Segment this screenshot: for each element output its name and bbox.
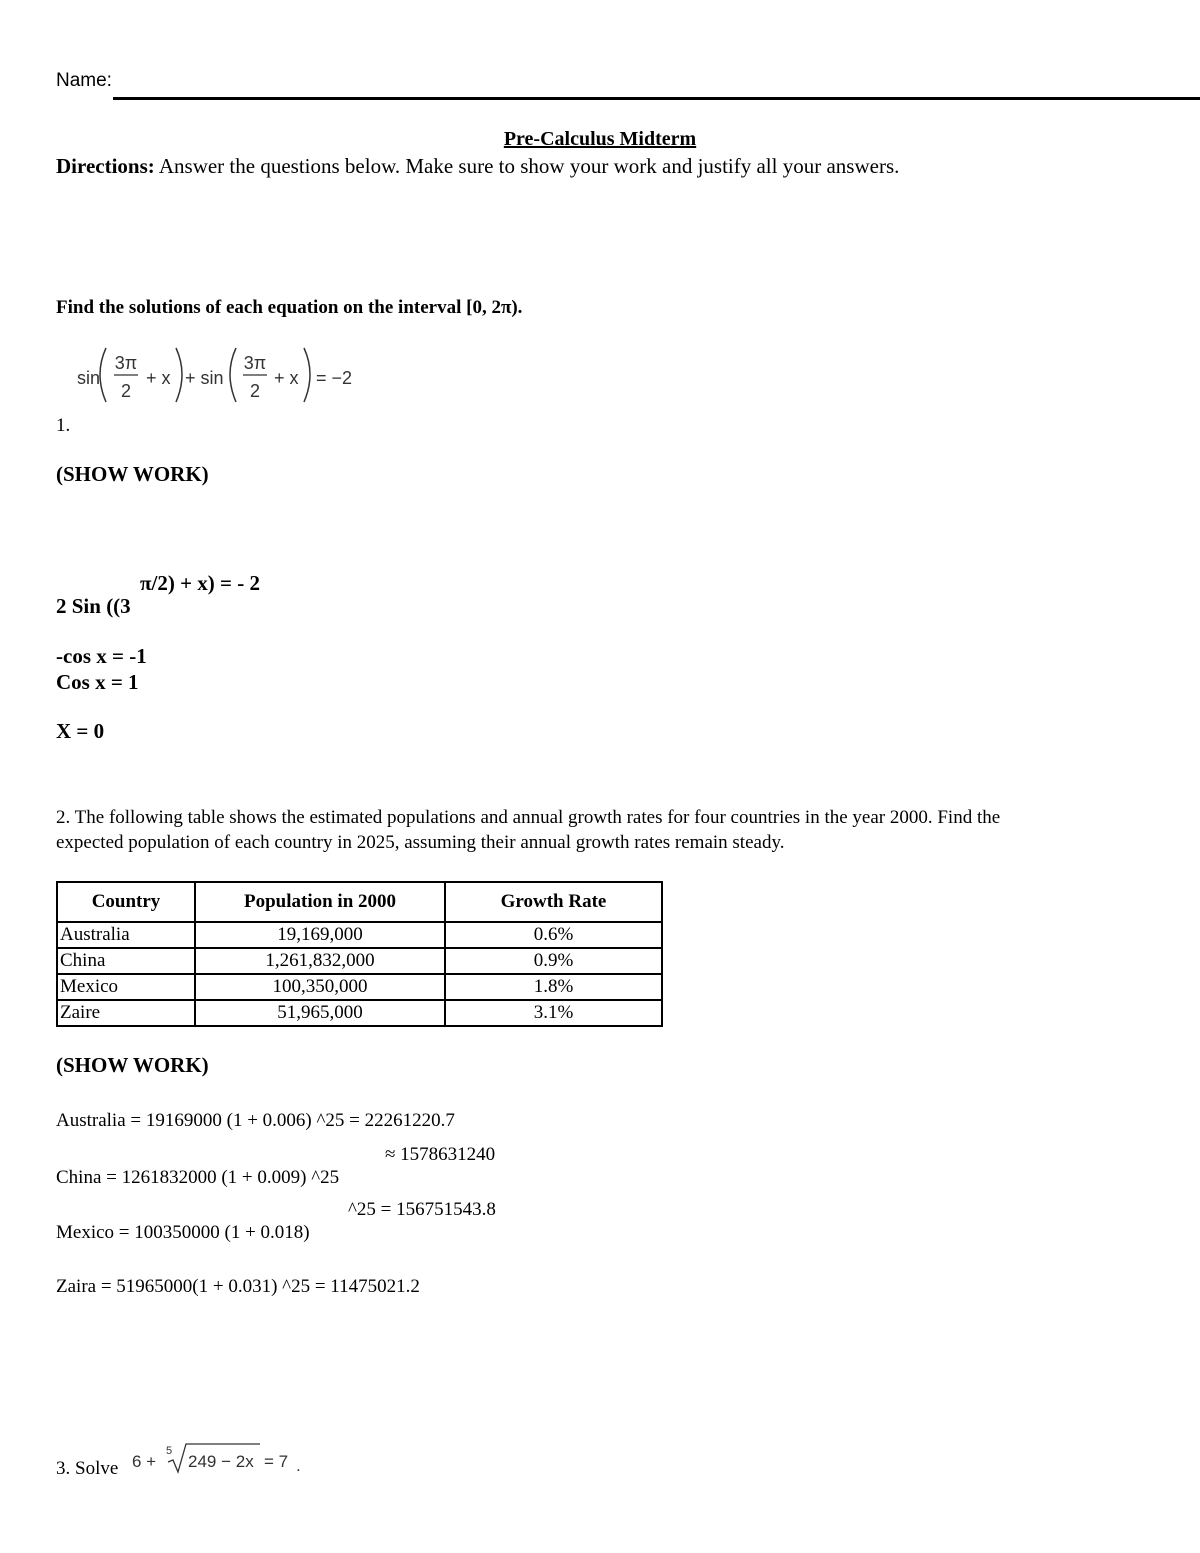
eq-right-paren-1: [176, 348, 182, 402]
directions-label: Directions:: [56, 154, 155, 178]
eq-sin-1: sin: [77, 368, 101, 388]
q1-work-line2: -cos x = -1: [56, 644, 147, 668]
header-country: Country: [57, 882, 195, 922]
cell-country: Zaire: [57, 1000, 195, 1026]
page-title: Pre-Calculus Midterm: [503, 128, 697, 150]
question2-text-line2: expected population of each country in 2025, assuming their annual growth rates remain steady.: [56, 832, 785, 853]
directions-text: Answer the questions below. Make sure to show your work and justify all your answers.: [154, 154, 900, 178]
question1-number: 1.: [56, 415, 71, 436]
cell-growth-rate: 1.8%: [445, 974, 662, 1000]
directions: [56, 154, 899, 179]
table-row: [57, 974, 662, 1000]
eq-plus-x-2: + x: [274, 368, 299, 388]
cell-growth-rate: 3.1%: [445, 1000, 662, 1026]
cell-growth-rate: 0.9%: [445, 948, 662, 974]
q2-work-china: China = 1261832000 (1 + 0.009) ^25: [56, 1167, 340, 1188]
eq-numerator-2: 3π: [243, 353, 267, 373]
cell-population: 51,965,000: [195, 1000, 445, 1026]
name-label: Name:: [56, 70, 112, 91]
eq3-left: 6 +: [132, 1452, 157, 1471]
table-row: [57, 1000, 662, 1026]
eq-plus-sin: + sin: [185, 368, 224, 388]
q2-work-mexico: Mexico = 100350000 (1 + 0.018): [56, 1222, 310, 1243]
eq-plus-x-1: + x: [146, 368, 171, 388]
question1-show-work: (SHOW WORK): [56, 462, 209, 486]
q1-work-line3: Cos x = 1: [56, 670, 139, 694]
eq-left-paren-1: [100, 348, 106, 402]
eq-numerator-1: 3π: [114, 353, 138, 373]
header-growth-rate: Growth Rate: [445, 882, 662, 922]
q2-work-mexico-result: ^25 = 156751543.8: [348, 1199, 496, 1220]
q1-work-line4: X = 0: [56, 719, 105, 743]
table-row: [57, 948, 662, 974]
eq-denominator-1: 2: [120, 381, 132, 401]
cell-population: 100,350,000: [195, 974, 445, 1000]
cell-growth-rate: 0.6%: [445, 922, 662, 948]
question2-show-work: (SHOW WORK): [56, 1053, 209, 1077]
q2-work-zaire: Zaira = 51965000(1 + 0.031) ^25 = 11475021.2: [56, 1276, 420, 1297]
eq3-right: = 7: [264, 1452, 289, 1471]
eq-right-paren-2: [304, 348, 310, 402]
cell-country: Australia: [57, 922, 195, 948]
table-row: [57, 922, 662, 948]
question2-text-line1: 2. The following table shows the estimated populations and annual growth rates for four countries in the year 2000. Find the: [56, 807, 1001, 828]
question3-prefix: 3. Solve: [56, 1458, 119, 1479]
eq3-period: .: [296, 1456, 301, 1475]
q2-work-australia: Australia = 19169000 (1 + 0.006) ^25 = 22261220.7: [56, 1110, 455, 1131]
question1-heading: Find the solutions of each equation on the interval [0, 2π).: [56, 297, 523, 318]
eq-denominator-2: 2: [249, 381, 261, 401]
q1-work-line1-bottom: 2 Sin ((3: [56, 594, 131, 618]
name-line: [113, 97, 1200, 100]
eq-left-paren-2: [230, 348, 236, 402]
q2-work-china-approx: ≈ 1578631240: [385, 1144, 496, 1165]
eq-rhs: = −2: [316, 368, 353, 388]
cell-population: 1,261,832,000: [195, 948, 445, 974]
cell-country: Mexico: [57, 974, 195, 1000]
q1-work-line1-top: π/2) + x) = - 2: [140, 571, 261, 595]
eq3-root-index: 5: [166, 1445, 173, 1457]
header-population: Population in 2000: [195, 882, 445, 922]
cell-country: China: [57, 948, 195, 974]
question3-equation: [128, 1440, 308, 1480]
cell-population: 19,169,000: [195, 922, 445, 948]
question1-equation: [70, 340, 370, 410]
population-table: [56, 881, 663, 1027]
eq3-radicand: 249 − 2x: [188, 1452, 254, 1471]
table-header-row: [57, 882, 662, 922]
